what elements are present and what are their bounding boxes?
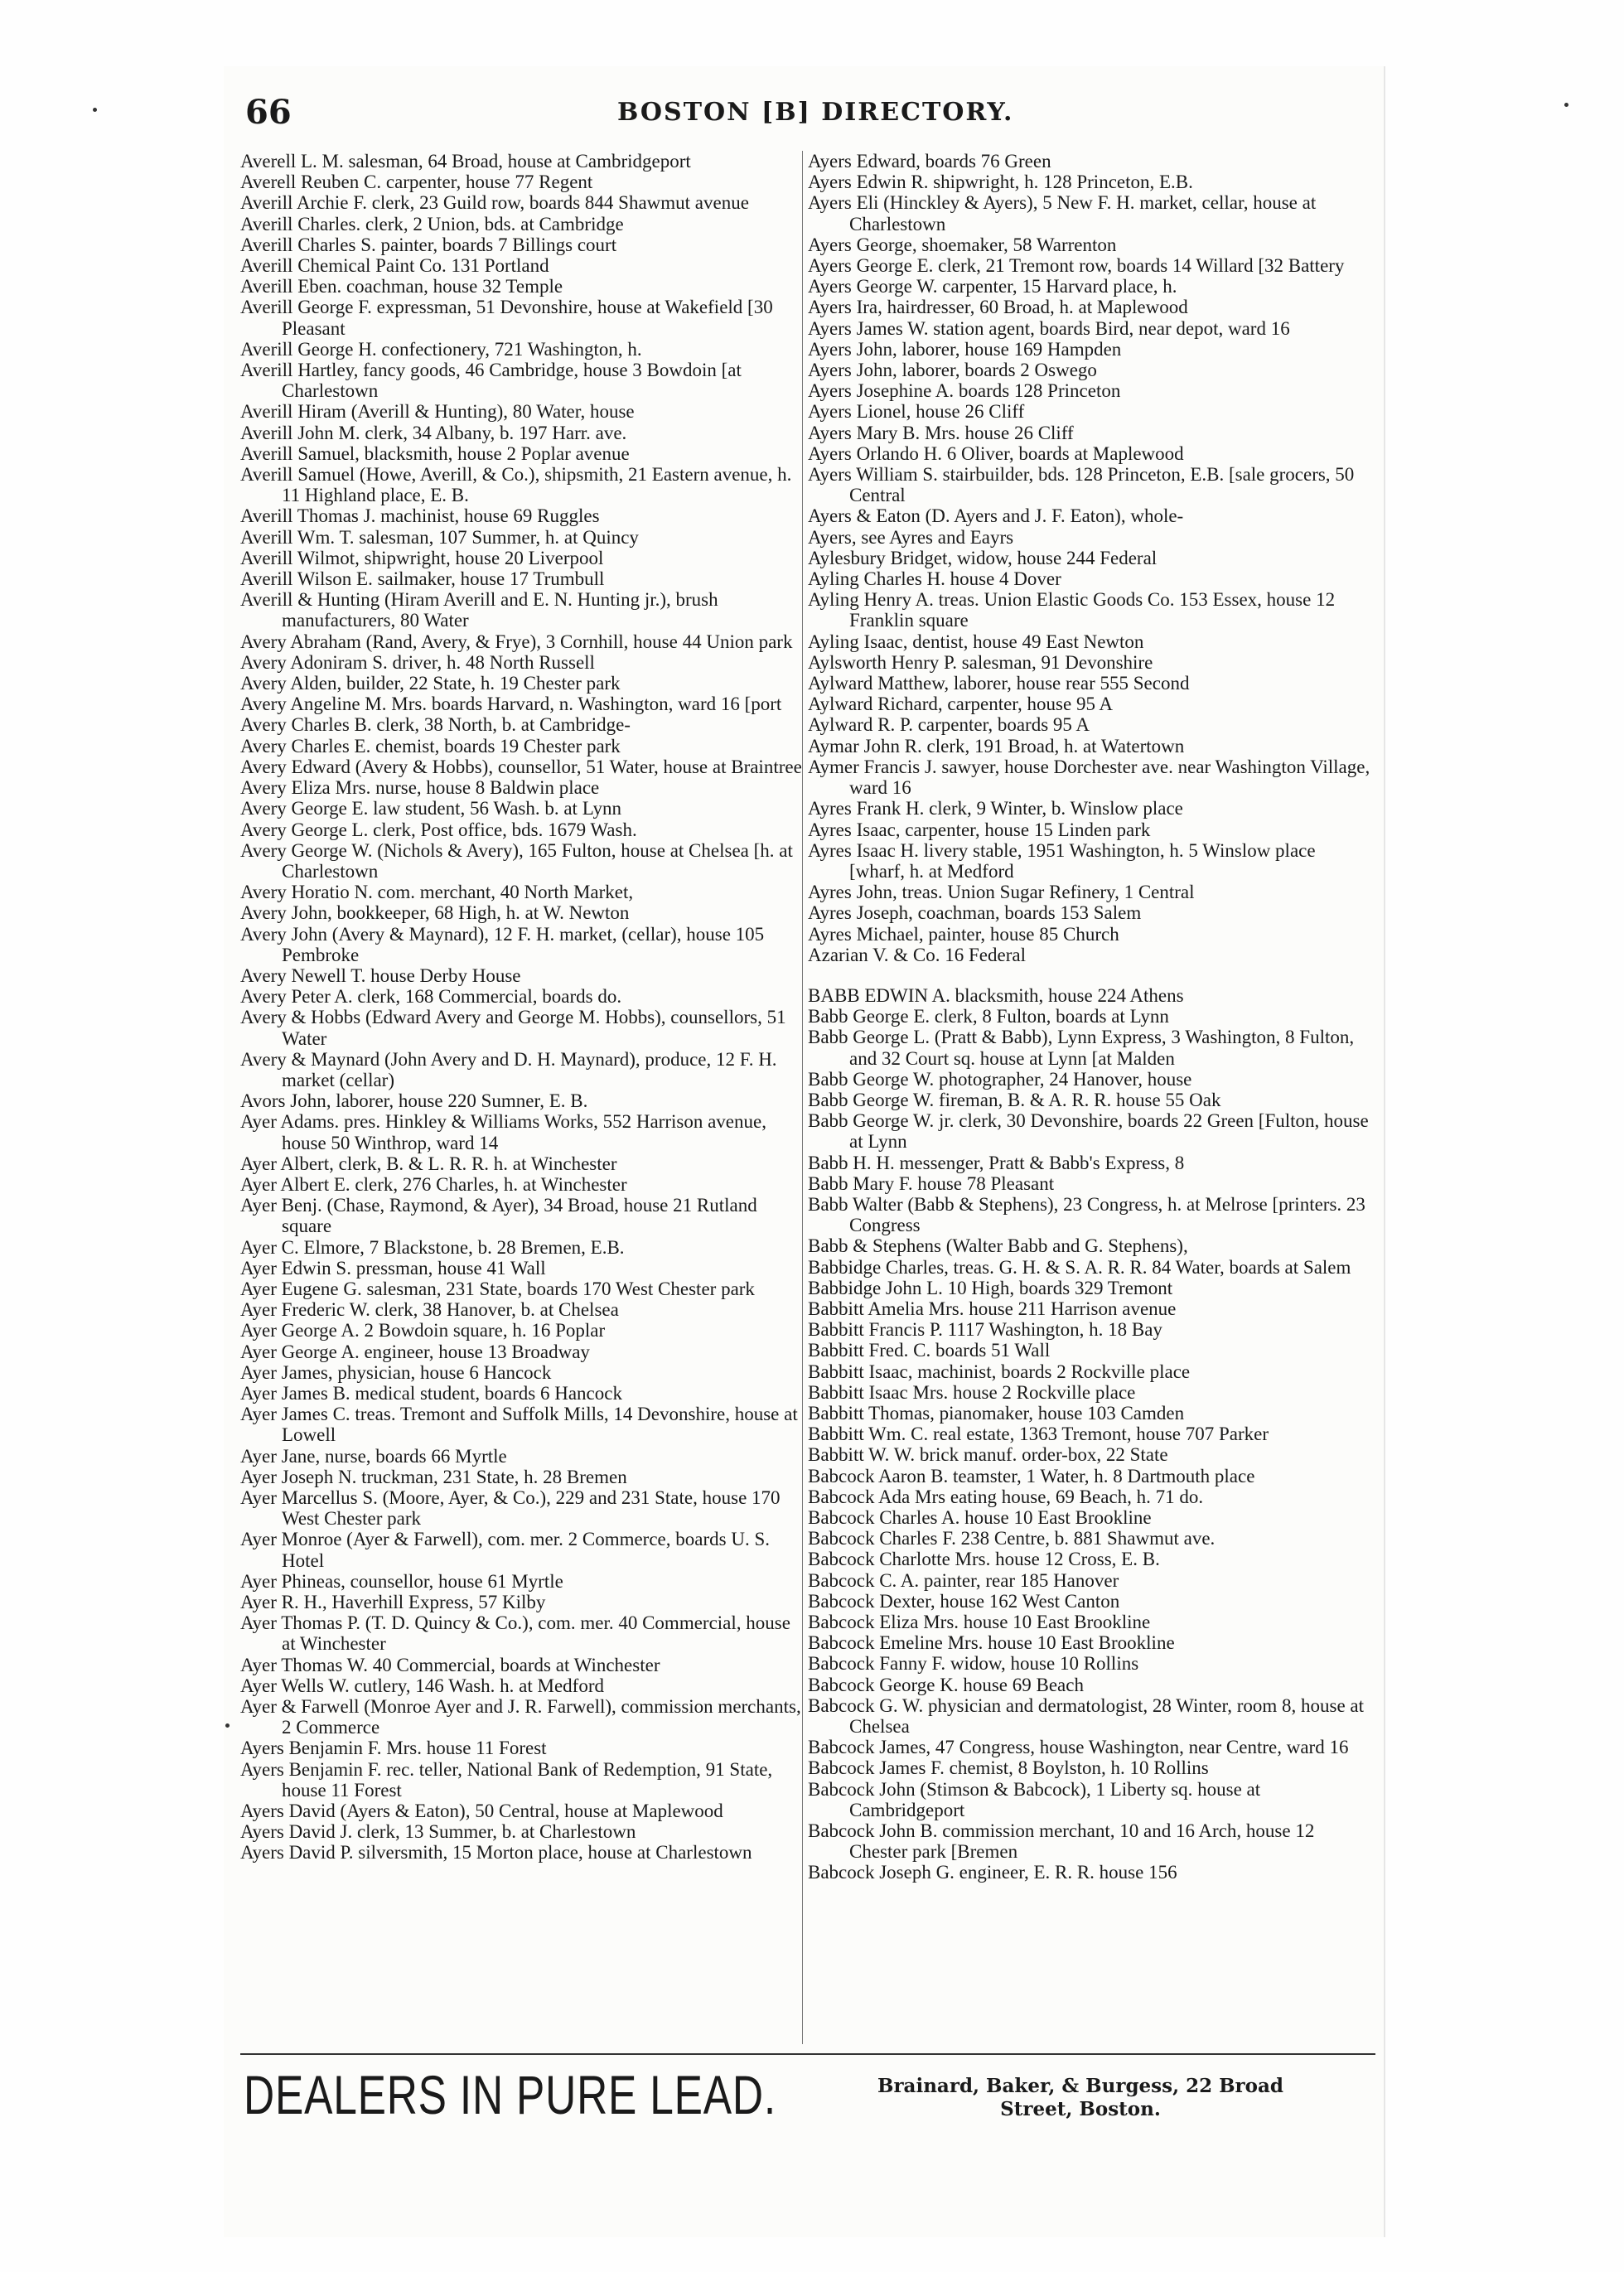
directory-entry: Ayer Joseph N. truckman, 231 State, h. 28 Bremen bbox=[240, 1466, 627, 1487]
advertisement-line: Brainard, Baker, & Burgess, 22 Broad bbox=[877, 2075, 1283, 2097]
directory-entry: Ayers David J. clerk, 13 Summer, b. at Charlestown bbox=[240, 1821, 636, 1843]
directory-entry: Avery Charles E. chemist, boards 19 Chester park bbox=[240, 735, 621, 757]
directory-entry: Ayers George E. clerk, 21 Tremont row, boards 14 Willard [32 Battery bbox=[808, 255, 1345, 277]
directory-entry: Averill George F. expressman, 51 Devonshire, house at Wakefield [30 Pleasant bbox=[240, 297, 773, 339]
directory-entry: Ayres Isaac H. livery stable, 1951 Washington, h. 5 Winslow place [wharf, h. at Medford bbox=[808, 839, 1316, 882]
directory-entry: Ayer Wells W. cutlery, 146 Wash. h. at Medford bbox=[240, 1675, 604, 1696]
directory-entry: Babcock James, 47 Congress, house Washington, near Centre, ward 16 bbox=[808, 1737, 1349, 1758]
directory-entry: Babbitt Isaac, machinist, boards 2 Rockville place bbox=[808, 1361, 1191, 1382]
directory-entry: Ayling Charles H. house 4 Dover bbox=[808, 568, 1061, 590]
directory-entry: Avery George E. law student, 56 Wash. b. at Lynn bbox=[240, 798, 621, 819]
directory-entry: Ayres Frank H. clerk, 9 Winter, b. Winslow place bbox=[808, 798, 1183, 819]
directory-entry: Avery Abraham (Rand, Avery, & Frye), 3 Cornhill, house 44 Union park bbox=[240, 631, 793, 652]
directory-entry: Ayers David (Ayers & Eaton), 50 Central, house at Maplewood bbox=[240, 1801, 723, 1822]
directory-entry: Averill Chemical Paint Co. 131 Portland bbox=[240, 255, 549, 277]
directory-entry: Avery & Maynard (John Avery and D. H. Maynard), produce, 12 F. H. market (cellar) bbox=[240, 1048, 777, 1090]
directory-entry: Babcock G. W. physician and dermatologist, 28 Winter, room 8, house at Chelsea bbox=[808, 1694, 1364, 1738]
directory-entry: Babcock Eliza Mrs. house 10 East Brookline bbox=[808, 1612, 1151, 1633]
directory-entry: Ayers Edward, boards 76 Green bbox=[808, 151, 1051, 172]
directory-entry: Ayres John, treas. Union Sugar Refinery, 1 Central bbox=[808, 882, 1195, 903]
directory-entry: Averill Thomas J. machinist, house 69 Ruggles bbox=[240, 505, 600, 527]
directory-entry: Aymer Francis J. sawyer, house Dorchester ave. near Washington Village, ward 16 bbox=[808, 756, 1370, 799]
directory-entry: Ayres Joseph, coachman, boards 153 Salem bbox=[808, 902, 1142, 924]
directory-entry: Averill George H. confectionery, 721 Washington, h. bbox=[240, 338, 642, 360]
directory-entry: Babb George E. clerk, 8 Fulton, boards at Lynn bbox=[808, 1006, 1169, 1027]
right-column bbox=[808, 151, 1371, 2044]
directory-entry: Ayer & Farwell (Monroe Ayer and J. R. Farwell), commission merchants, 2 Commerce bbox=[240, 1696, 801, 1738]
directory-entry: Ayling Isaac, dentist, house 49 East Newton bbox=[808, 631, 1144, 652]
directory-entry: Babb H. H. messenger, Pratt & Babb's Express, 8 bbox=[808, 1152, 1185, 1173]
directory-entry: Averill Eben. coachman, house 32 Temple bbox=[240, 276, 563, 297]
scan-speck bbox=[93, 108, 97, 112]
directory-entry: Ayers John, laborer, boards 2 Oswego bbox=[808, 360, 1097, 381]
directory-entry: Avery Alden, builder, 22 State, h. 19 Chester park bbox=[240, 673, 621, 694]
directory-entry: Ayers Orlando H. 6 Oliver, boards at Maplewood bbox=[808, 442, 1184, 464]
directory-entry: Ayer Albert, clerk, B. & L. R. R. h. at Winchester bbox=[240, 1153, 617, 1174]
directory-entry: Ayer Phineas, counsellor, house 61 Myrtle bbox=[240, 1570, 563, 1592]
directory-entry: Ayers Mary B. Mrs. house 26 Cliff bbox=[808, 422, 1074, 443]
directory-entry: Ayers Ira, hairdresser, 60 Broad, h. at Maplewood bbox=[808, 297, 1188, 318]
directory-entry: Babbitt Isaac Mrs. house 2 Rockville place bbox=[808, 1381, 1136, 1403]
directory-entry: Babcock Charles A. house 10 East Brookline bbox=[808, 1507, 1152, 1528]
directory-entry: Averill John M. clerk, 34 Albany, b. 197 Harr. ave. bbox=[240, 422, 627, 443]
directory-entry: Averill Wilson E. sailmaker, house 17 Trumbull bbox=[240, 568, 605, 590]
directory-entry: Babb & Stephens (Walter Babb and G. Stephens), bbox=[808, 1235, 1188, 1257]
directory-entry: Avery Edward (Avery & Hobbs), counsellor, 51 Water, house at Braintree bbox=[240, 756, 802, 777]
directory-entry: Ayer Thomas W. 40 Commercial, boards at Winchester bbox=[240, 1654, 660, 1675]
directory-entry: Averill Hartley, fancy goods, 46 Cambridge, house 3 Bowdoin [at Charlestown bbox=[240, 360, 742, 402]
directory-entry: Avery George W. (Nichols & Avery), 165 Fulton, house at Chelsea [h. at Charlestown bbox=[240, 839, 793, 882]
directory-entry: Babbitt W. W. brick manuf. order-box, 22 State bbox=[808, 1444, 1168, 1466]
directory-entry: Avery Angeline M. Mrs. boards Harvard, n. Washington, ward 16 [port bbox=[240, 694, 782, 715]
directory-entry: Ayer James C. treas. Tremont and Suffolk Mills, 14 Devonshire, house at Lowell bbox=[240, 1404, 798, 1446]
directory-entry: Avery George L. clerk, Post office, bds. 1679 Wash. bbox=[240, 819, 637, 840]
directory-entry: Ayers James W. station agent, boards Bird, near depot, ward 16 bbox=[808, 317, 1290, 339]
directory-entry: Averill Samuel (Howe, Averill, & Co.), shipsmith, 21 Eastern avenue, h. 11 Highland place, E. B. bbox=[240, 464, 792, 506]
directory-entry: Avors John, laborer, house 220 Sumner, E. B. bbox=[240, 1090, 588, 1112]
directory-entry: Ayer R. H., Haverhill Express, 57 Kilby bbox=[240, 1592, 546, 1613]
advertisement-line: Street, Boston. bbox=[1000, 2098, 1161, 2120]
directory-entry: Ayer James B. medical student, boards 6 Hancock bbox=[240, 1382, 622, 1404]
directory-entry: Ayers, see Ayres and Eayrs bbox=[808, 526, 1014, 548]
running-title: BOSTON [B] DIRECTORY. bbox=[617, 98, 1014, 127]
directory-entry: Ayers Benjamin F. rec. teller, National Bank of Redemption, 91 State, house 11 Forest bbox=[240, 1758, 773, 1801]
directory-entry: Averill Wilmot, shipwright, house 20 Liverpool bbox=[240, 547, 604, 568]
directory-entry: Ayer George A. engineer, house 13 Broadway bbox=[240, 1341, 590, 1362]
directory-entry: Aylward Richard, carpenter, house 95 A bbox=[808, 694, 1114, 715]
directory-entry: Aymar John R. clerk, 191 Broad, h. at Watertown bbox=[808, 735, 1185, 757]
directory-columns bbox=[240, 151, 1375, 2044]
directory-entry: Avery John, bookkeeper, 68 High, h. at W. Newton bbox=[240, 902, 630, 924]
directory-entry: Babcock Charlotte Mrs. house 12 Cross, E. B. bbox=[808, 1549, 1160, 1570]
directory-entry: Avery Charles B. clerk, 38 North, b. at Cambridge- bbox=[240, 714, 631, 736]
directory-entry: Aylward R. P. carpenter, boards 95 A bbox=[808, 714, 1090, 736]
directory-entry: Ayers Eli (Hinckley & Ayers), 5 New F. H. market, cellar, house at Charlestown bbox=[808, 192, 1317, 234]
directory-entry: Babcock Dexter, house 162 West Canton bbox=[808, 1590, 1120, 1612]
directory-entry: Azarian V. & Co. 16 Federal bbox=[808, 944, 1026, 965]
directory-entry: Babbitt Amelia Mrs. house 211 Harrison avenue bbox=[808, 1298, 1177, 1319]
directory-entry: Ayers Josephine A. boards 128 Princeton bbox=[808, 380, 1121, 402]
footer-rule bbox=[240, 2053, 1375, 2055]
directory-entry: Ayers Benjamin F. Mrs. house 11 Forest bbox=[240, 1738, 547, 1759]
directory-entry: Averill Samuel, blacksmith, house 2 Poplar avenue bbox=[240, 442, 630, 464]
directory-entry: Babcock John (Stimson & Babcock), 1 Liberty sq. house at Cambridgeport bbox=[808, 1778, 1261, 1820]
directory-entry: Averill Hiram (Averill & Hunting), 80 Water, house bbox=[240, 401, 635, 423]
directory-entry: Avery & Hobbs (Edward Avery and George M. Hobbs), counsellors, 51 Water bbox=[240, 1007, 786, 1049]
directory-entry: Babcock John B. commission merchant, 10 and 16 Arch, house 12 Chester park [Bremen bbox=[808, 1820, 1315, 1863]
directory-entry: Babb George W. photographer, 24 Hanover, house bbox=[808, 1068, 1192, 1090]
directory-entry: Aylsworth Henry P. salesman, 91 Devonshire bbox=[808, 651, 1153, 673]
directory-entry: Ayer James, physician, house 6 Hancock bbox=[240, 1361, 552, 1383]
directory-entry: Babcock Fanny F. widow, house 10 Rollins bbox=[808, 1653, 1139, 1675]
directory-entry: Babb George W. fireman, B. & A. R. R. house 55 Oak bbox=[808, 1089, 1221, 1110]
directory-entry: Babbidge John L. 10 High, boards 329 Tremont bbox=[808, 1277, 1173, 1298]
directory-entry: Ayer Thomas P. (T. D. Quincy & Co.), com. mer. 40 Commercial, house at Winchester bbox=[240, 1612, 790, 1655]
directory-entry: Averill Charles. clerk, 2 Union, bds. at Cambridge bbox=[240, 213, 624, 234]
directory-entry: Ayer Eugene G. salesman, 231 State, boards 170 West Chester park bbox=[240, 1278, 755, 1299]
directory-entry: Ayer Benj. (Chase, Raymond, & Ayer), 34 Broad, house 21 Rutland square bbox=[240, 1195, 757, 1237]
directory-entry: Ayers William S. stairbuilder, bds. 128 Princeton, E.B. [sale grocers, 50 Central bbox=[808, 464, 1355, 506]
directory-entry: Babb George L. (Pratt & Babb), Lynn Express, 3 Washington, 8 Fulton, and 32 Court sq. house at Lynn [at Malden bbox=[808, 1027, 1355, 1069]
directory-entry: Ayers George, shoemaker, 58 Warrenton bbox=[808, 234, 1117, 255]
directory-entry: Averill & Hunting (Hiram Averill and E. N. Hunting jr.), brush manufacturers, 80 Water bbox=[240, 589, 718, 631]
column-divider bbox=[802, 151, 803, 2044]
directory-entry: Ayers Lionel, house 26 Cliff bbox=[808, 401, 1025, 423]
advertisement-headline: DEALERS IN PURE LEAD. bbox=[244, 2064, 776, 2125]
advertisement-advertiser bbox=[790, 2075, 1370, 2121]
directory-entry: Ayer Adams. pres. Hinkley & Williams Works, 552 Harrison avenue, house 50 Winthrop, ward 14 bbox=[240, 1111, 766, 1153]
directory-entry: Babbidge Charles, treas. G. H. & S. A. R. R. 84 Water, boards at Salem bbox=[808, 1256, 1351, 1278]
directory-entry: Babcock James F. chemist, 8 Boylston, h. 10 Rollins bbox=[808, 1757, 1209, 1779]
directory-entry: Averill Archie F. clerk, 23 Guild row, boards 844 Shawmut avenue bbox=[240, 192, 749, 214]
directory-entry: Avery Peter A. clerk, 168 Commercial, boards do. bbox=[240, 986, 622, 1008]
directory-entry: Ayers Edwin R. shipwright, h. 128 Princeton, E.B. bbox=[808, 172, 1193, 193]
page-header bbox=[224, 93, 1384, 143]
directory-entry: Aylward Matthew, laborer, house rear 555 Second bbox=[808, 673, 1190, 694]
directory-entry: Ayer Marcellus S. (Moore, Ayer, & Co.), 229 and 231 State, house 170 West Chester park bbox=[240, 1487, 781, 1530]
directory-entry: Ayers John, laborer, house 169 Hampden bbox=[808, 338, 1122, 360]
directory-entry: Babcock Aaron B. teamster, 1 Water, h. 8 Dartmouth place bbox=[808, 1465, 1255, 1486]
directory-entry: Avery Horatio N. com. merchant, 40 North Market, bbox=[240, 882, 634, 903]
directory-entry: Ayer Albert E. clerk, 276 Charles, h. at Winchester bbox=[240, 1173, 627, 1195]
directory-entry: Ayer Edwin S. pressman, house 41 Wall bbox=[240, 1257, 546, 1279]
directory-entry: Averell Reuben C. carpenter, house 77 Regent bbox=[240, 172, 593, 193]
directory-entry: Babbitt Francis P. 1117 Washington, h. 18 Bay bbox=[808, 1319, 1162, 1341]
directory-entry: Aylesbury Bridget, widow, house 244 Federal bbox=[808, 547, 1158, 568]
directory-entry: Ayers David P. silversmith, 15 Morton place, house at Charlestown bbox=[240, 1842, 752, 1864]
directory-entry: Ayer Monroe (Ayer & Farwell), com. mer. 2 Commerce, boards U. S. Hotel bbox=[240, 1529, 770, 1571]
directory-entry: BABB EDWIN A. blacksmith, house 224 Athens bbox=[808, 984, 1184, 1006]
scan-speck bbox=[225, 1723, 230, 1728]
directory-entry: Averell L. M. salesman, 64 Broad, house at Cambridgeport bbox=[240, 151, 691, 172]
directory-entry: Babcock Charles F. 238 Centre, b. 881 Shawmut ave. bbox=[808, 1528, 1216, 1549]
directory-entry: Ayer C. Elmore, 7 Blackstone, b. 28 Bremen, E.B. bbox=[240, 1236, 625, 1258]
directory-entry: Babcock Ada Mrs eating house, 69 Beach, h. 71 do. bbox=[808, 1486, 1204, 1507]
directory-entry: Ayres Michael, painter, house 85 Church bbox=[808, 923, 1119, 945]
directory-entry: Babcock C. A. painter, rear 185 Hanover bbox=[808, 1569, 1119, 1591]
directory-entry: Babcock George K. house 69 Beach bbox=[808, 1674, 1084, 1695]
directory-entry: Babb Walter (Babb & Stephens), 23 Congress, h. at Melrose [printers. 23 Congress bbox=[808, 1193, 1365, 1236]
directory-entry: Averill Charles S. painter, boards 7 Billings court bbox=[240, 234, 617, 255]
directory-entry: Babcock Joseph G. engineer, E. R. R. house 156 bbox=[808, 1862, 1177, 1883]
directory-entry: Babbitt Thomas, pianomaker, house 103 Camden bbox=[808, 1402, 1185, 1424]
directory-entry: Averill Wm. T. salesman, 107 Summer, h. at Quincy bbox=[240, 526, 639, 548]
scan-speck bbox=[1564, 103, 1568, 107]
directory-entry: Babcock Emeline Mrs. house 10 East Brookline bbox=[808, 1632, 1175, 1654]
directory-entry: Babbitt Wm. C. real estate, 1363 Tremont, house 707 Parker bbox=[808, 1424, 1269, 1445]
directory-entry: Ayer Frederic W. clerk, 38 Hanover, b. at Chelsea bbox=[240, 1299, 619, 1321]
directory-entry: Ayres Isaac, carpenter, house 15 Linden park bbox=[808, 819, 1151, 840]
directory-entry: Ayling Henry A. treas. Union Elastic Goods Co. 153 Essex, house 12 Franklin square bbox=[808, 589, 1336, 631]
directory-entry: Ayers George W. carpenter, 15 Harvard place, h. bbox=[808, 276, 1177, 297]
directory-entry: Avery Adoniram S. driver, h. 48 North Russell bbox=[240, 651, 595, 673]
advertisement-footer bbox=[240, 2063, 1375, 2163]
left-column bbox=[240, 151, 804, 2044]
directory-entry: Babb George W. jr. clerk, 30 Devonshire, boards 22 Green [Fulton, house at Lynn bbox=[808, 1110, 1369, 1153]
directory-entry: Ayer Jane, nurse, boards 66 Myrtle bbox=[240, 1445, 507, 1467]
directory-entry: Avery Eliza Mrs. nurse, house 8 Baldwin place bbox=[240, 777, 600, 799]
directory-entry: Babbitt Fred. C. boards 51 Wall bbox=[808, 1340, 1051, 1361]
directory-entry: Avery John (Avery & Maynard), 12 F. H. market, (cellar), house 105 Pembroke bbox=[240, 923, 765, 965]
directory-entry: Avery Newell T. house Derby House bbox=[240, 964, 521, 986]
directory-entry: Babb Mary F. house 78 Pleasant bbox=[808, 1172, 1055, 1194]
directory-entry: Ayer George A. 2 Bowdoin square, h. 16 Poplar bbox=[240, 1320, 606, 1341]
page-number: 66 bbox=[245, 93, 292, 132]
directory-entry: Ayers & Eaton (D. Ayers and J. F. Eaton), whole- bbox=[808, 505, 1184, 527]
